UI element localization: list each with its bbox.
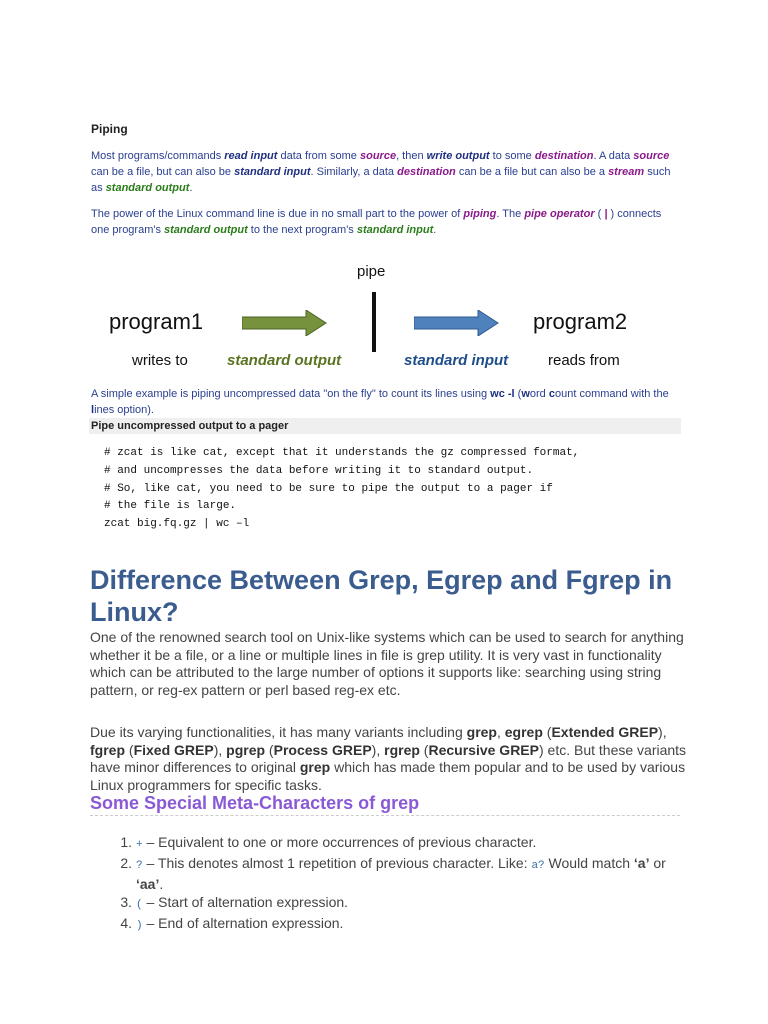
text-run: w xyxy=(521,388,530,400)
diagram-program2: program2 xyxy=(533,309,628,334)
text-run: l xyxy=(91,404,95,416)
text-run: standard output xyxy=(164,224,248,236)
text-run: . xyxy=(159,876,164,892)
text-run: The power of the Linux command line is due in no small part to the power of xyxy=(91,208,464,220)
section-title-piping: Piping xyxy=(91,122,128,136)
text-run: Fixed GREP xyxy=(133,741,214,758)
text-run: piping xyxy=(463,208,497,220)
text-run: Recursive GREP xyxy=(428,741,539,758)
grep-paragraph-1: One of the renowned search tool on Unix-like systems which can be used to search for anything whether it be a file, or a line or multiple lines in file is grep utility. It is very vast in functionality which can be attributed to the large number of options it supports like: searching using string pattern, or reg-ex pattern or perl based reg-ex etc. xyxy=(90,629,684,698)
text-run: . The xyxy=(496,208,525,220)
text-run: . Similarly, a data xyxy=(310,166,398,178)
diagram-writes-to: writes to xyxy=(132,352,188,369)
text-run: Extended GREP xyxy=(551,724,659,740)
grep-paragraph-2 xyxy=(90,724,690,794)
meta-characters-list xyxy=(90,833,690,935)
diagram-standard-input: standard input xyxy=(404,352,509,369)
diagram-program1: program1 xyxy=(109,309,204,334)
text-run: pipe operator xyxy=(524,208,595,220)
code-subheading: Pipe uncompressed output to a pager xyxy=(89,418,681,434)
list-item xyxy=(90,914,690,935)
text-run: destination xyxy=(397,166,456,178)
text-run: pgrep xyxy=(226,741,266,758)
text-run: Process GREP xyxy=(273,741,372,758)
text-run: – Start of alternation expression. xyxy=(142,894,349,910)
text-run: Most programs/commands xyxy=(91,150,225,162)
text-run: ount command with the xyxy=(554,388,669,400)
text-run: ), xyxy=(658,724,667,740)
text-run: source xyxy=(633,150,670,162)
text-run: ( xyxy=(594,208,605,220)
text-run: stream xyxy=(608,166,645,178)
list-item xyxy=(90,893,690,914)
text-run: . xyxy=(189,182,193,194)
text-run: fgrep xyxy=(90,741,125,758)
code-block: # zcat is like cat, except that it understands the gz compressed format, # and uncompresses the data before writing it to standard output. # So, like cat, you need to be sure to pipe the output to a pager if # the file is large. zcat big.fq.gz | wc –l xyxy=(104,447,580,531)
text-run: . A data xyxy=(593,150,634,162)
article-heading: Difference Between Grep, Egrep and Fgrep in Linux? xyxy=(90,565,673,627)
text-run: grep xyxy=(299,759,331,775)
diagram-pipe-bar xyxy=(372,292,376,352)
piping-paragraph-2 xyxy=(91,206,681,238)
list-number: 3. xyxy=(120,894,132,910)
text-run: ), xyxy=(213,741,227,758)
text-run: c xyxy=(548,388,555,400)
divider xyxy=(90,815,680,816)
text-run: – This denotes almost 1 repetition of previous character. Like: xyxy=(142,855,532,871)
text-run: ‘a’ xyxy=(633,855,650,871)
text-run: Would match xyxy=(544,855,634,871)
text-run: , xyxy=(496,724,505,740)
inline-code: a? xyxy=(531,860,545,872)
list-item xyxy=(90,854,690,893)
list-number: 1. xyxy=(120,834,132,850)
text-run: ord xyxy=(529,388,549,400)
meta-characters-heading: Some Special Meta-Characters of grep xyxy=(90,793,420,813)
meta-character-code: ) xyxy=(136,920,143,932)
text-run: or xyxy=(649,855,666,871)
text-run: to the next program's xyxy=(247,224,357,236)
blue-arrow-icon xyxy=(414,310,500,336)
text-run: ( xyxy=(542,724,552,740)
text-run: | xyxy=(604,208,608,220)
text-run: standard input xyxy=(234,166,311,178)
text-run: write output xyxy=(426,150,490,162)
text-run: Due its varying functionalities, it has many variants including xyxy=(90,724,467,740)
text-run: rgrep xyxy=(384,741,420,758)
diagram-standard-output: standard output xyxy=(227,352,342,369)
text-run: ‘aa’ xyxy=(136,876,160,892)
text-run: ) connects one program's xyxy=(91,208,662,236)
meta-character-code: + xyxy=(136,839,143,851)
text-run: ( xyxy=(125,741,134,758)
meta-character-code: ? xyxy=(136,860,143,872)
diagram-pipe-label: pipe xyxy=(357,263,386,280)
text-run: to some xyxy=(489,150,535,162)
text-run: destination xyxy=(534,150,594,162)
list-number: 2. xyxy=(120,855,132,871)
piping-paragraph-3 xyxy=(91,386,681,418)
list-number: 4. xyxy=(120,915,132,931)
text-run: ( xyxy=(265,741,274,758)
text-run: ), xyxy=(371,741,385,758)
list-item xyxy=(90,833,690,854)
text-run: can be a file, but can also be xyxy=(91,166,235,178)
text-run: standard input xyxy=(356,224,434,236)
text-run: which has made them popular and to be used by various Linux programmers for specific tasks. xyxy=(90,759,686,793)
meta-character-code: ( xyxy=(136,899,143,911)
text-run: wc -l xyxy=(490,388,515,400)
text-run: read input xyxy=(224,150,278,162)
piping-paragraph-1 xyxy=(91,148,681,196)
text-run: ) etc. But these variants have minor differences to original xyxy=(90,741,687,775)
green-arrow-icon xyxy=(242,310,328,336)
text-run: – End of alternation expression. xyxy=(142,915,344,931)
text-run: standard output xyxy=(105,182,190,194)
text-run: egrep xyxy=(504,724,543,740)
text-run: ( xyxy=(419,741,429,758)
text-run: such as xyxy=(91,166,671,194)
text-run: can be a file but can also be a xyxy=(455,166,609,178)
text-run: ines option). xyxy=(94,404,154,416)
text-run: . xyxy=(433,224,437,236)
text-run: source xyxy=(359,150,397,162)
diagram-reads-from: reads from xyxy=(548,352,620,369)
text-run: A simple example is piping uncompressed data "on the fly" to count its lines using xyxy=(91,388,491,400)
text-run: – Equivalent to one or more occurrences of previous character. xyxy=(142,834,537,850)
text-run: data from some xyxy=(277,150,360,162)
text-run: , then xyxy=(396,150,427,162)
text-run: ( xyxy=(514,388,522,400)
text-run: grep xyxy=(466,724,497,740)
